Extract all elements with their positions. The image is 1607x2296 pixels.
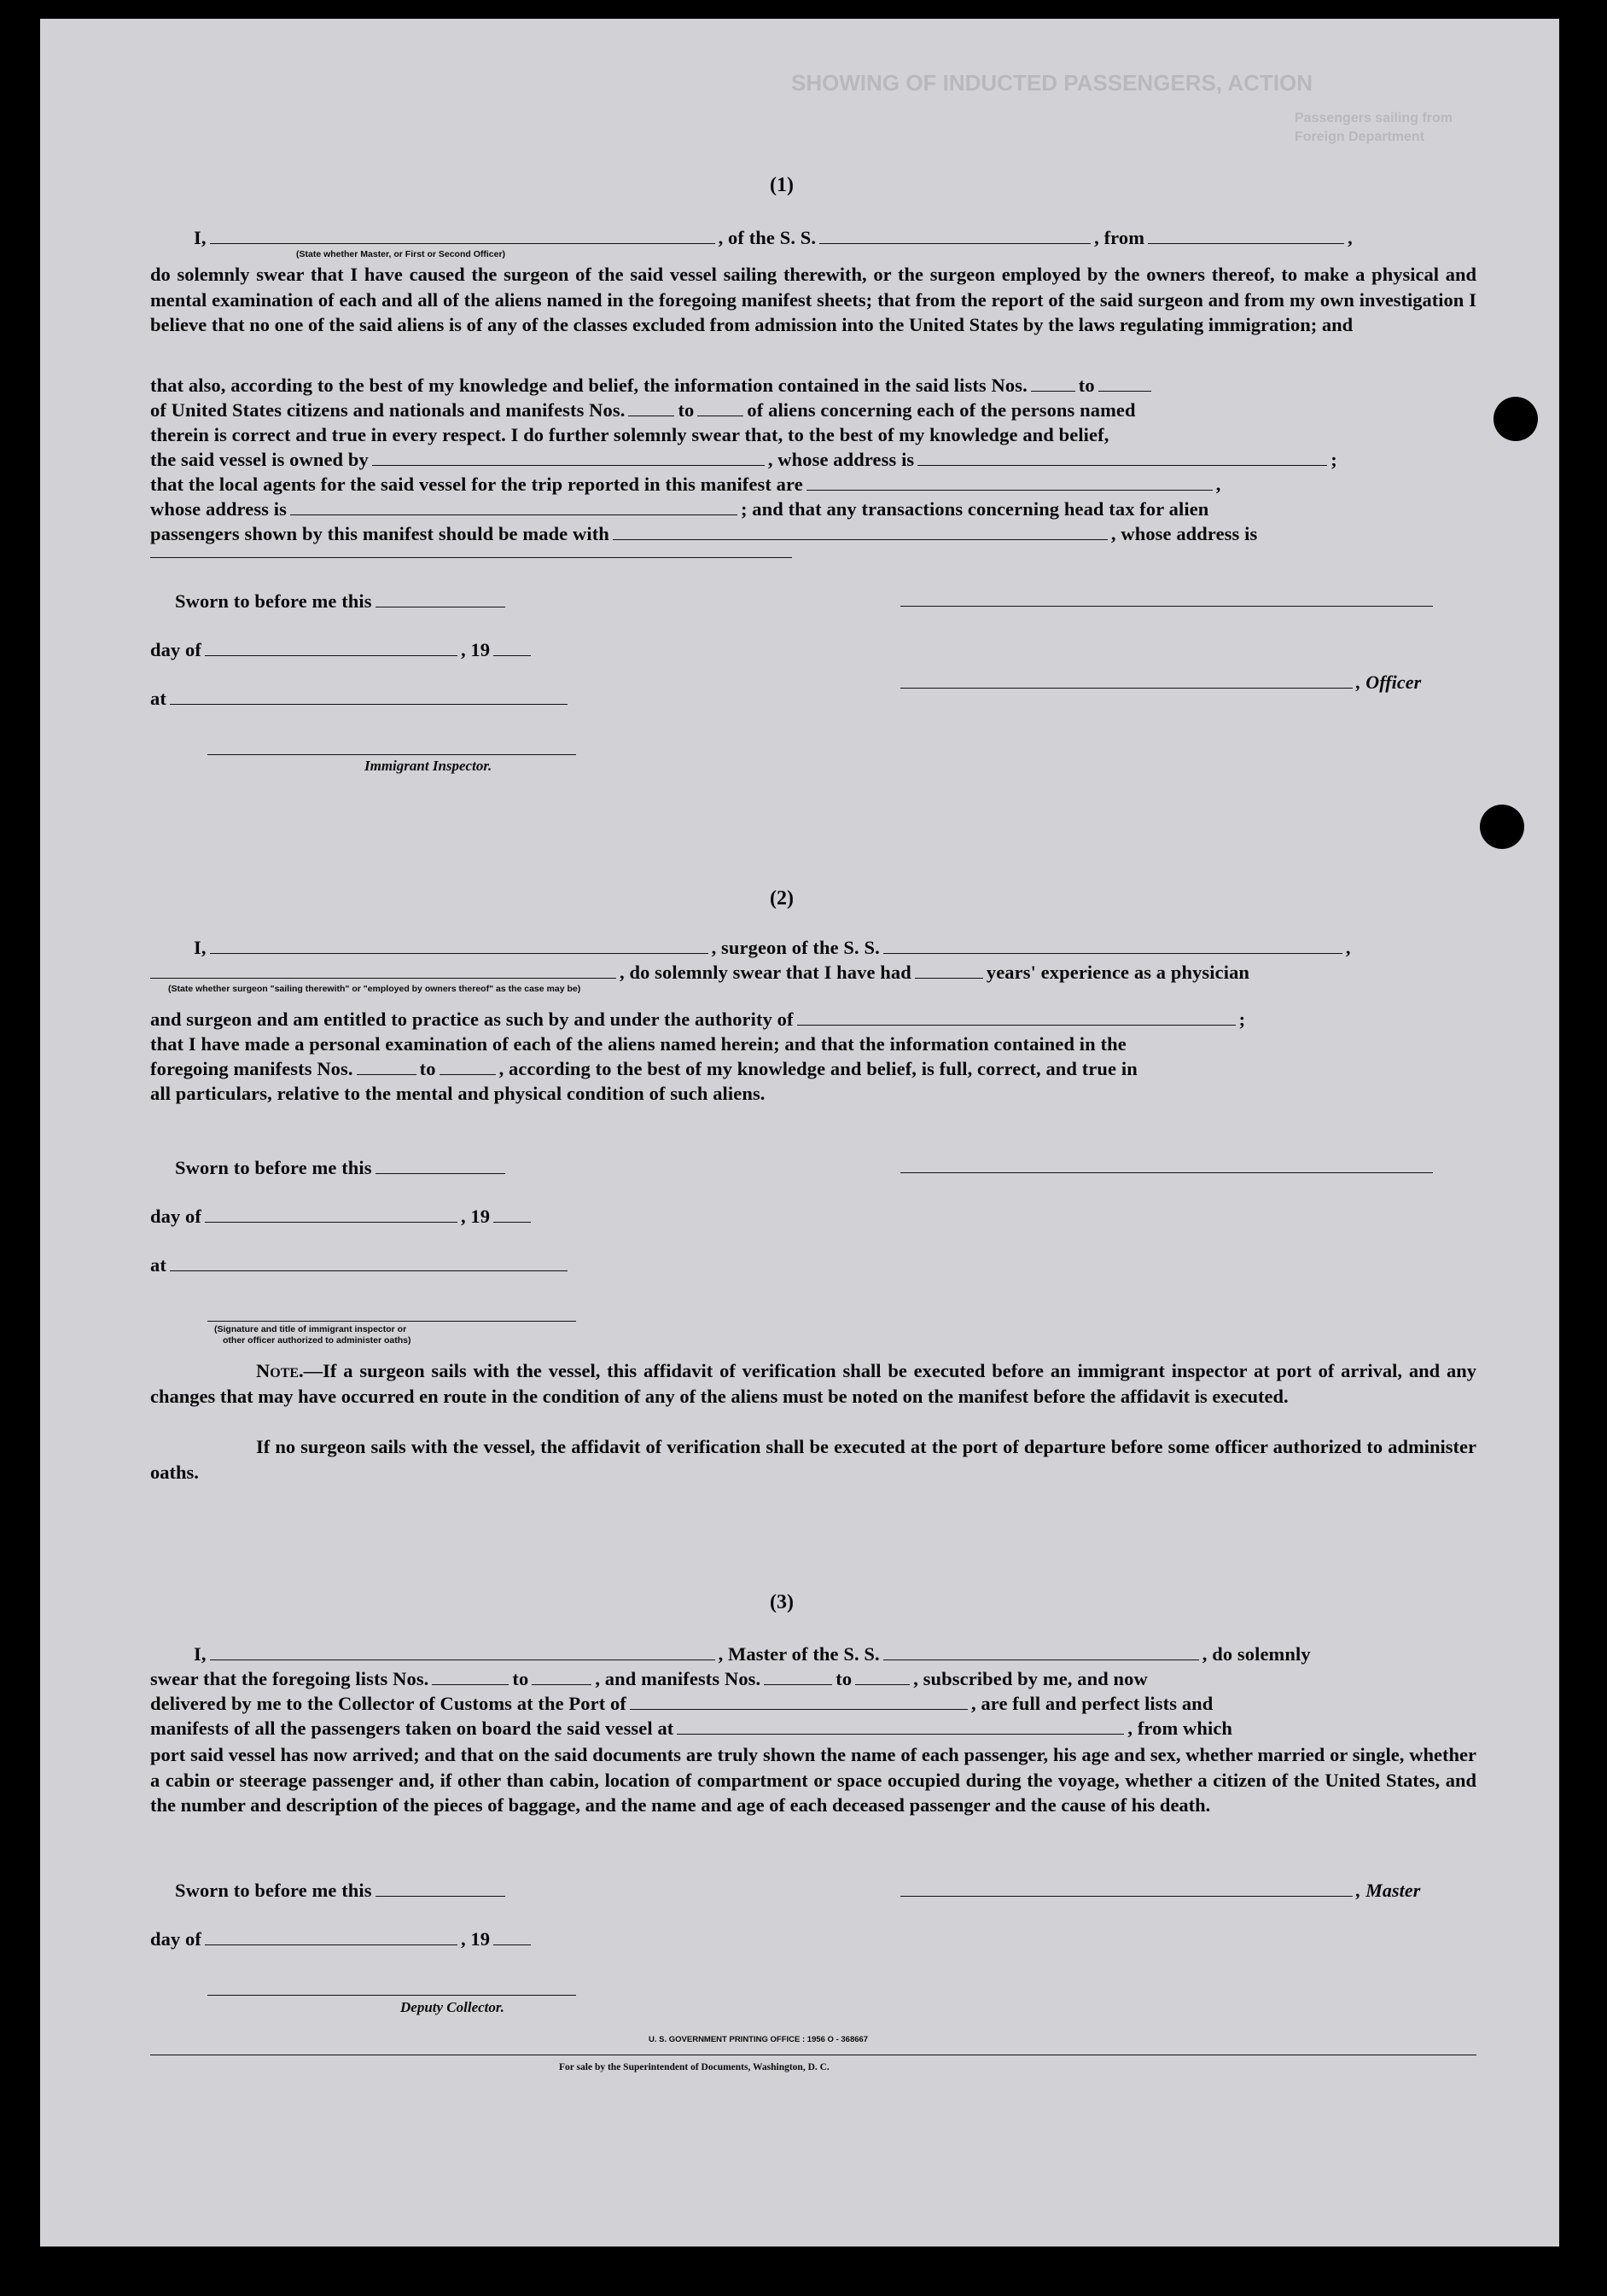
manifests-text: , and manifests Nos. (595, 1668, 761, 1689)
agents-label: that the local agents for the said vessel for the trip reported in this manifest are (150, 474, 803, 495)
authority-line (150, 1008, 1245, 1031)
experience-line (150, 962, 1249, 984)
head-tax-line (150, 523, 1257, 545)
from-which-text: , from which (1127, 1718, 1233, 1739)
note-label: Note. (256, 1360, 304, 1381)
authority-text: and surgeon and am entitled to practice as such by and under the authority of (150, 1008, 794, 1030)
particulars-line: all particulars, relative to the mental and physical condition of such aliens. (150, 1083, 766, 1104)
at-label: at (150, 688, 166, 709)
sworn-label: Sworn to before me this (175, 1880, 372, 1901)
sworn-date-field[interactable] (376, 1895, 505, 1897)
agents-address-field[interactable] (290, 514, 737, 515)
for-sale-notice: For sale by the Superintendent of Documents, Washington, D. C. (559, 2062, 830, 2072)
foregoing-text: foregoing manifests Nos. (150, 1058, 353, 1079)
note-text-1: —If a surgeon sails with the vessel, this affidavit of verification shall be executed before an immigrant inspector at port of arrival, and any changes that may have occurred en route in the condition of any of the aliens must be noted on the manifest before the affidavit is executed. (150, 1360, 1476, 1407)
signature-note-1: (Signature and title of immigrant inspector or (214, 1324, 407, 1334)
at-line-1 (150, 688, 571, 710)
foregoing-text-b: , according to the best of my knowledge and belief, is full, correct, and true in (498, 1058, 1138, 1079)
deputy-label: Deputy Collector. (400, 1999, 504, 2015)
surgeon-of-label: , surgeon of the S. S. (711, 937, 880, 958)
perfect-lists-text: , are full and perfect lists and (970, 1693, 1214, 1714)
sworn-label: Sworn to before me this (175, 590, 372, 612)
years-field[interactable] (915, 977, 983, 979)
section-2-number: (2) (770, 887, 794, 910)
place-field[interactable] (170, 703, 568, 705)
sworn-line-2 (175, 1157, 509, 1179)
officer-label: , Officer (1356, 671, 1422, 693)
to-label: to (1078, 375, 1095, 396)
officer-signature-field[interactable] (900, 606, 1433, 607)
lists-to-field[interactable] (1098, 390, 1151, 392)
manifest-text: of United States citizens and nationals and manifests Nos. (150, 399, 626, 421)
owner-address-field[interactable] (917, 464, 1327, 466)
to-label: to (512, 1668, 529, 1689)
officer-title-line (900, 671, 1421, 694)
master-vessel-field[interactable] (883, 1659, 1199, 1660)
officer-note: (State whether Master, or First or Second Officer) (296, 249, 506, 259)
printing-office-imprint: U. S. GOVERNMENT PRINTING OFFICE : 1956 O - 368667 (649, 2035, 869, 2044)
comma: , (1345, 937, 1351, 958)
note-paragraph-2: If no surgeon sails with the vessel, the affidavit of verification shall be executed at the port of departure before some officer authorized to administer oaths. (150, 1436, 1476, 1483)
lists-line (150, 375, 1155, 397)
surgeon-note: (State whether surgeon "sailing therewith" or "employed by owners thereof" as the case may be) (168, 984, 581, 994)
swear-lists-text: swear that the foregoing lists Nos. (150, 1668, 429, 1689)
surgeon-manifest-from-field[interactable] (357, 1073, 416, 1075)
surgeon-vessel-field[interactable] (883, 952, 1342, 954)
foregoing-line (150, 1058, 1138, 1080)
master-lists-from-field[interactable] (432, 1683, 509, 1685)
surgeon-signature-field[interactable] (900, 1172, 1433, 1173)
comma: , (1348, 227, 1353, 248)
faint-header-line2: Passengers sailing from (1295, 111, 1453, 125)
year-label: , 19 (460, 1206, 491, 1227)
year-field[interactable] (493, 654, 531, 656)
owner-line (150, 449, 1337, 471)
day-of-label: day of (150, 1928, 201, 1950)
i-label: I, (194, 937, 207, 958)
correct-line: therein is correct and true in every respect. I do further solemnly swear that, to the best of my knowledge and belief, (150, 424, 1109, 445)
officer-name-field[interactable] (210, 242, 715, 244)
manifest-nos-line (150, 399, 1136, 421)
semicolon: ; (1330, 449, 1337, 470)
passengers-text: passengers shown by this manifest should be made with (150, 523, 609, 544)
agents-field[interactable] (806, 489, 1213, 491)
manifests-all-text: manifests of all the passengers taken on board the said vessel at (150, 1718, 674, 1739)
whose-address-label: , whose address is (767, 449, 915, 470)
day-of-line-3 (150, 1928, 534, 1950)
day-of-label: day of (150, 639, 201, 660)
exam-line: that I have made a personal examination of each of the aliens named herein; and that the information contained in the (150, 1033, 1127, 1055)
master-of-label: , Master of the S. S. (718, 1643, 880, 1665)
master-lists-to-field[interactable] (532, 1683, 591, 1685)
departure-port-field[interactable] (1148, 242, 1344, 244)
master-line (194, 1643, 1311, 1665)
section-3-paragraph: port said vessel has now arrived; and that on the said documents are truly shown the name of each passenger, his age and sex, whether married or single, whether a cabin or steerage passenger and, if other than cabin, location of compartment or space occupied during the voyage, whether a citizen of the United States, and the number and description of the pieces of baggage, and the name and age of each deceased passenger and the cause of his death. (150, 1744, 1476, 1816)
delivered-text: delivered by me to the Collector of Customs at the Port of (150, 1693, 626, 1714)
head-tax-address-field[interactable] (150, 557, 792, 558)
faint-header-line1: SHOWING OF INDUCTED PASSENGERS, ACTION (791, 70, 1313, 96)
day-of-label: day of (150, 1206, 201, 1227)
sworn-date-field[interactable] (376, 606, 505, 607)
lists-text: that also, according to the best of my knowledge and belief, the information contained in the said lists Nos. (150, 375, 1028, 396)
surgeon-manifest-to-field[interactable] (440, 1073, 496, 1075)
to-label: to (419, 1058, 436, 1079)
master-manifest-to-field[interactable] (855, 1683, 910, 1685)
month-field[interactable] (205, 654, 457, 656)
section-3-number: (3) (770, 1591, 794, 1613)
officer-title-field[interactable] (900, 687, 1353, 689)
manifest-from-field[interactable] (628, 415, 674, 416)
embark-port-field[interactable] (677, 1733, 1124, 1735)
owner-field[interactable] (372, 464, 765, 466)
head-tax-text: ; and that any transactions concerning head tax for alien (740, 498, 1209, 520)
binder-hole-bottom (1480, 805, 1524, 849)
to-label: to (678, 399, 695, 421)
section-1-oath-line (194, 227, 1353, 249)
manifest-text-b: of aliens concerning each of the persons named (747, 399, 1136, 421)
master-label: , Master (1356, 1880, 1421, 1901)
taken-on-board-line (150, 1718, 1232, 1740)
head-tax-party-field[interactable] (613, 538, 1108, 540)
surgeon-type-field[interactable] (150, 977, 616, 979)
sworn-line-3 (175, 1880, 509, 1902)
agents-line (150, 474, 1221, 496)
whose-address-label: whose address is (150, 498, 287, 520)
years-text: years' experience as a physician (986, 962, 1250, 983)
subscribed-text: , subscribed by me, and now (913, 1668, 1148, 1689)
year-label: , 19 (460, 639, 491, 660)
year-field[interactable] (493, 1944, 531, 1945)
sworn-label: Sworn to before me this (175, 1157, 372, 1178)
at-line-2 (150, 1254, 571, 1276)
lists-from-field[interactable] (1031, 390, 1075, 392)
swear-text: , do solemnly swear that I have had (620, 962, 911, 983)
master-signature-field[interactable] (900, 1895, 1353, 1897)
vessel-name-field[interactable] (819, 242, 1091, 244)
i-label: I, (194, 227, 207, 248)
port-field[interactable] (630, 1708, 968, 1710)
day-of-line-1 (150, 639, 534, 661)
sworn-date-field[interactable] (376, 1172, 505, 1174)
section-1-paragraph: do solemnly swear that I have caused the surgeon of the said vessel sailing therewith, or the surgeon employed by the owners thereof, to make a physical and mental examination of each and all of the aliens named in the foregoing manifest sheets; that from the report of the said surgeon and from my own investigation I believe that no one of the said aliens is of any of the classes excluded from admission into the United States by the laws regulating immigration; and (150, 264, 1476, 335)
surgeon-name-field[interactable] (210, 952, 708, 954)
year-label: , 19 (460, 1928, 491, 1950)
at-label: at (150, 1254, 166, 1276)
month-field[interactable] (205, 1221, 457, 1223)
do-solemnly-label: , do solemnly (1202, 1643, 1311, 1665)
master-signature-line (900, 1880, 1420, 1902)
surgeon-line (194, 937, 1351, 959)
year-field[interactable] (493, 1221, 531, 1223)
semicolon: ; (1238, 1008, 1246, 1030)
agents-address-line (150, 498, 1208, 520)
delivered-line (150, 1693, 1213, 1715)
from-label: , from (1094, 227, 1145, 248)
month-field[interactable] (205, 1944, 457, 1945)
to-label: to (836, 1668, 853, 1689)
administering-officer-signature-field[interactable] (207, 1321, 576, 1322)
form-sheet (40, 19, 1559, 2247)
day-of-line-2 (150, 1206, 534, 1228)
i-label: I, (194, 1643, 207, 1665)
master-name-field[interactable] (210, 1659, 715, 1660)
signature-note-2: other officer authorized to administer oaths) (223, 1335, 411, 1346)
section-1-number: (1) (770, 174, 794, 196)
note-paragraph-1 (150, 1358, 1476, 1409)
deputy-signature-field[interactable] (207, 1995, 576, 1996)
faint-header-line3: Foreign Department (1295, 130, 1425, 144)
inspector-label: Immigrant Inspector. (364, 758, 492, 774)
owned-by-label: the said vessel is owned by (150, 449, 369, 470)
place-field[interactable] (170, 1270, 568, 1271)
authority-field[interactable] (797, 1024, 1236, 1026)
lists-manifests-line (150, 1668, 1148, 1690)
comma: , (1215, 474, 1221, 495)
sworn-line-1 (175, 590, 509, 613)
whose-address-label: , whose address is (1110, 523, 1258, 544)
inspector-signature-field[interactable] (207, 754, 576, 755)
manifest-to-field[interactable] (697, 415, 743, 416)
of-ss-label: , of the S. S. (718, 227, 817, 248)
binder-hole-top (1493, 397, 1538, 441)
master-manifest-from-field[interactable] (764, 1683, 832, 1685)
